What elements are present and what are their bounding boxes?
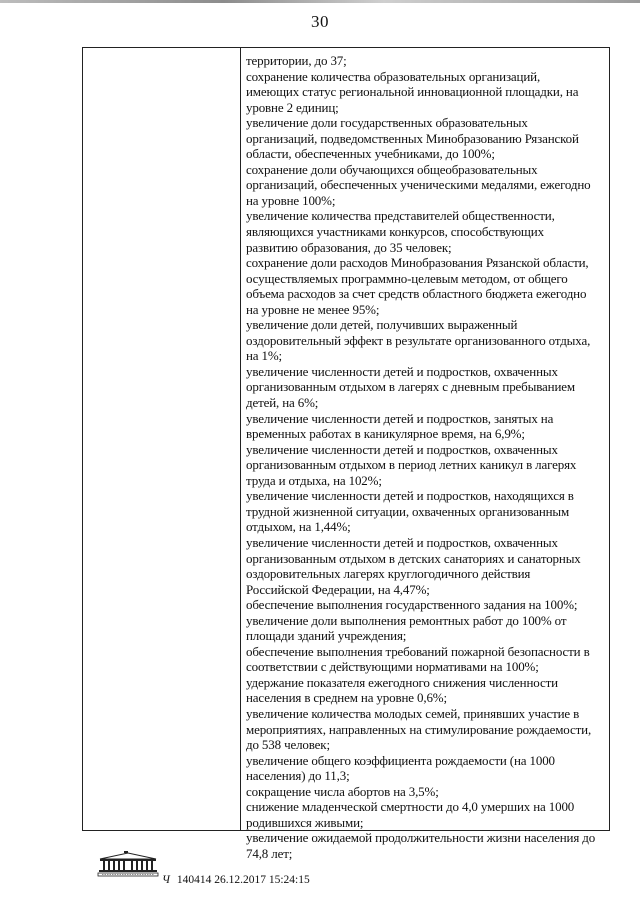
indicator-line: организованным отдыхом в лагерях с дневным пребыванием [246, 379, 575, 395]
indicator-line: 74,8 лет; [246, 845, 293, 861]
indicator-line: объема расходов за счет средств областного бюджета ежегодно [246, 286, 587, 302]
indicator-line: увеличение доли государственных образовательных [246, 115, 528, 131]
indicator-line: развитию образования, до 35 человек; [246, 239, 452, 255]
indicator-line: осуществляемых программно-целевым методом, от общего [246, 270, 568, 286]
column-divider [240, 48, 241, 830]
indicator-line: родившихся живыми; [246, 814, 364, 830]
indicator-line: обеспечение выполнения государственного задания на 100%; [246, 597, 578, 613]
indicator-line: организаций, подведомственных Минобразованию Рязанской [246, 130, 579, 146]
indicator-line: увеличение ожидаемой продолжительности жизни населения до [246, 830, 596, 846]
indicator-line: отдыхом, на 1,44%; [246, 519, 351, 535]
stamp-number-datetime: 140414 26.12.2017 15:24:15 [176, 874, 310, 886]
indicator-line: удержание показателя ежегодного снижения численности [246, 674, 558, 690]
indicator-line: сокращение числа абортов на 3,5%; [246, 783, 439, 799]
indicator-line: населения в среднем на уровне 0,6%; [246, 690, 447, 706]
indicators-cell [246, 53, 610, 861]
government-building-icon [96, 851, 160, 877]
indicator-line: увеличение численности детей и подростков, занятых на [246, 410, 554, 426]
indicator-line: оздоровительных лагерях круглогодичного действия [246, 566, 531, 582]
indicator-line: уровне 2 единиц; [246, 99, 339, 115]
indicator-line: увеличение доли детей, получивших выраженный [246, 317, 518, 333]
indicator-line: на уровне не менее 95%; [246, 301, 380, 317]
indicator-line: организованным отдыхом в период летних каникул в лагерях [246, 457, 577, 473]
document-footer [96, 851, 516, 891]
indicator-line: на уровне 100%; [246, 192, 336, 208]
indicator-line: увеличение общего коэффициента рождаемости (на 1000 [246, 752, 555, 768]
indicator-line: увеличение количества представителей общественности, [246, 208, 555, 224]
indicator-line: временных работах в каникулярное время, на 6,9%; [246, 426, 525, 442]
indicator-line: организованным отдыхом в детских санаториях и санаторных [246, 550, 581, 566]
indicator-line: увеличение количества молодых семей, принявших участие в [246, 705, 580, 721]
indicator-line: имеющих статус региональной инновационной площадки, на [246, 84, 579, 100]
indicator-line: Российской Федерации, на 4,47%; [246, 581, 430, 597]
stamp-mark: Ч [162, 874, 170, 886]
indicator-line: увеличение численности детей и подростков, охваченных [246, 363, 558, 379]
indicator-line: оздоровительный эффект в результате организованного отдыха, [246, 332, 591, 348]
indicator-line: организаций, обеспеченных ученическими медалями, ежегодно [246, 177, 591, 193]
page-number: 30 [311, 12, 329, 31]
indicator-line: увеличение численности детей и подростков, охваченных [246, 441, 558, 457]
program-table [82, 47, 610, 861]
indicator-line: увеличение численности детей и подростков, охваченных [246, 534, 558, 550]
indicator-line: увеличение численности детей и подростков, находящихся в [246, 488, 574, 504]
indicator-line: сохранение доли обучающихся общеобразовательных [246, 161, 538, 177]
left-column-cell [83, 48, 240, 830]
indicator-line: детей, на 6%; [246, 395, 319, 411]
indicator-line: обеспечение выполнения требований пожарной безопасности в [246, 643, 590, 659]
indicator-line: трудной жизненной ситуации, охваченных организованным [246, 503, 570, 519]
indicator-line: увеличение доли выполнения ремонтных работ до 100% от [246, 612, 567, 628]
indicator-line: территории, до 37; [246, 53, 347, 68]
indicator-line: сохранение количества образовательных организаций, [246, 68, 541, 84]
indicator-line: площади зданий учреждения; [246, 628, 407, 644]
indicator-line: сохранение доли расходов Минобразования Рязанской области, [246, 255, 589, 271]
indicator-line: являющихся участниками конкурсов, способствующих [246, 224, 544, 240]
indicator-line: на 1%; [246, 348, 283, 364]
scan-top-edge [0, 0, 640, 3]
indicator-line: населения) до 11,3; [246, 768, 350, 784]
indicator-line: до 538 человек; [246, 737, 330, 753]
indicator-line: снижение младенческой смертности до 4,0 умерших на 1000 [246, 799, 575, 815]
indicator-line: области, обеспеченных учебниками, до 100%; [246, 146, 495, 162]
indicator-line: мероприятиях, направленных на стимулирование рождаемости, [246, 721, 592, 737]
indicator-line: труда и отдыха, на 102%; [246, 472, 382, 488]
registration-stamp [162, 874, 310, 886]
indicator-line: соответствии с действующими нормативами на 100%; [246, 659, 539, 675]
